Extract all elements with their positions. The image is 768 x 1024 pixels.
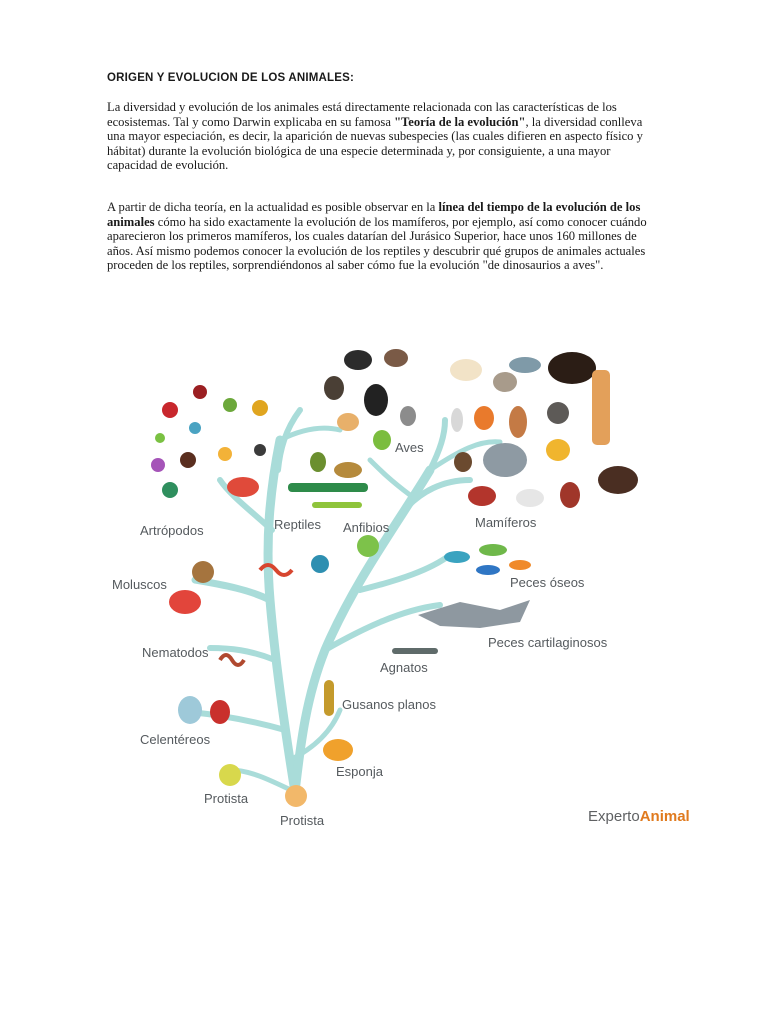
polar-bear-icon: [516, 489, 544, 507]
emu-icon: [324, 376, 344, 400]
label-gusanos-planos: Gusanos planos: [342, 697, 436, 712]
beetle-icon: [193, 385, 207, 399]
label-moluscos: Moluscos: [112, 577, 167, 592]
label-anfibios: Anfibios: [343, 520, 390, 535]
logo-prefix: Experto: [588, 808, 640, 825]
label-mamiferos: Mamíferos: [475, 515, 537, 530]
fish-icon: [476, 565, 500, 575]
goat-icon: [450, 359, 482, 381]
protist-icon: [219, 764, 241, 786]
seal-icon: [493, 372, 517, 392]
ladybug-icon: [162, 402, 178, 418]
label-esponja: Esponja: [336, 764, 383, 779]
mantis-icon: [223, 398, 237, 412]
crocodile-icon: [288, 483, 368, 492]
nematode-icon: [220, 655, 244, 665]
protist-root-icon: [285, 785, 307, 807]
fly-icon: [254, 444, 266, 456]
monkey-icon: [454, 452, 472, 472]
logo-accent: Animal: [639, 808, 690, 825]
paragraph-1: [107, 100, 655, 173]
label-artropodos: Artrópodos: [140, 523, 204, 538]
label-peces-oseos: Peces óseos: [510, 575, 585, 590]
caterpillar-icon: [155, 433, 165, 443]
moth-icon: [218, 447, 232, 461]
paragraph-2-text-b: cómo ha sido exactamente la evolución de los mamíferos, por ejemplo, así como conocer cuándo aparecieron los primeros mamíferos, los cuales datarían del Jurásico Superior, hace unos 160 millones de años. Así mismo podemos conocer la evolución de los reptiles y descubrir qué grupos de animales actuales proceden de los reptiles, sorprendiéndonos al saber cómo fue la evolución "de dinosaurios a aves".: [107, 214, 647, 273]
label-nematodos: Nematodos: [142, 645, 209, 660]
cow-icon: [468, 486, 496, 506]
deer-icon: [560, 482, 580, 508]
jellyfish-icon: [178, 696, 202, 724]
duck-icon: [337, 413, 359, 431]
dolphin-icon: [509, 357, 541, 373]
green-bird-icon: [373, 430, 391, 450]
evolution-tree-figure: [100, 330, 700, 840]
label-agnatos: Agnatos: [380, 660, 428, 675]
label-aves: Aves: [395, 440, 424, 455]
fox-icon: [474, 406, 494, 430]
dragonfly-icon: [189, 422, 201, 434]
rabbit-icon: [451, 408, 463, 432]
ostrich-icon: [384, 349, 408, 367]
label-celentereos: Celentéreos: [140, 732, 211, 747]
penguin-icon: [364, 384, 388, 416]
frog-icon: [357, 535, 379, 557]
toucan-icon: [344, 350, 372, 370]
scarab-icon: [162, 482, 178, 498]
butterfly-icon: [151, 458, 165, 472]
paragraph-2-text-a: A partir de dicha teoría, en la actualidad es posible observar en la: [107, 200, 439, 214]
crab-icon: [227, 477, 259, 497]
fish-icon: [444, 551, 470, 563]
snake-icon: [310, 452, 326, 472]
label-protista-root: Protista: [280, 813, 325, 828]
starfish-icon: [311, 555, 329, 573]
fish-icon: [479, 544, 507, 556]
bison-icon: [548, 352, 596, 384]
document-heading: ORIGEN Y EVOLUCION DE LOS ANIMALES:: [107, 72, 355, 84]
paragraph-2-bold: línea del tiempo de la evolución de los animales: [107, 200, 641, 229]
kangaroo-icon: [509, 406, 527, 438]
giraffe-icon: [592, 370, 610, 445]
octopus-icon: [169, 590, 201, 614]
flatworm-icon: [324, 680, 334, 716]
parrot-icon: [400, 406, 416, 426]
elephant-icon: [483, 443, 527, 477]
snail-icon: [192, 561, 214, 583]
raccoon-icon: [547, 402, 569, 424]
moose-icon: [598, 466, 638, 494]
coral-icon: [210, 700, 230, 724]
lamprey-icon: [392, 648, 438, 654]
label-peces-cartilaginosos: Peces cartilaginosos: [488, 635, 608, 650]
bee-icon: [252, 400, 268, 416]
turtle-icon: [334, 462, 362, 478]
fish-icon: [509, 560, 531, 570]
leopard-icon: [546, 439, 570, 461]
paragraph-1-text-a: La diversidad y evolución de los animales está directamente relacionada con las características de los ecosistemas. Tal y como Darwin explicaba en su famosa: [107, 100, 617, 129]
label-protista-left: Protista: [204, 791, 249, 806]
sponge-icon: [323, 739, 353, 761]
lizard-icon: [312, 502, 362, 508]
paragraph-1-text-b: , la diversidad conlleva una mayor especiación, es decir, la aparición de nuevas subespecies (las cuales difieren en aspecto físico y hábitat) durante la evolución biológica de una especie determinada y, por consiguiente, a una mayor capacidad de evolución.: [107, 114, 643, 173]
spider-icon: [180, 452, 196, 468]
label-reptiles: Reptiles: [274, 517, 321, 532]
evolution-tree-graphic: [100, 330, 700, 840]
expertoanimal-logo: [588, 808, 690, 825]
paragraph-2: [107, 200, 655, 273]
paragraph-1-bold: "Teoría de la evolución": [394, 114, 526, 129]
